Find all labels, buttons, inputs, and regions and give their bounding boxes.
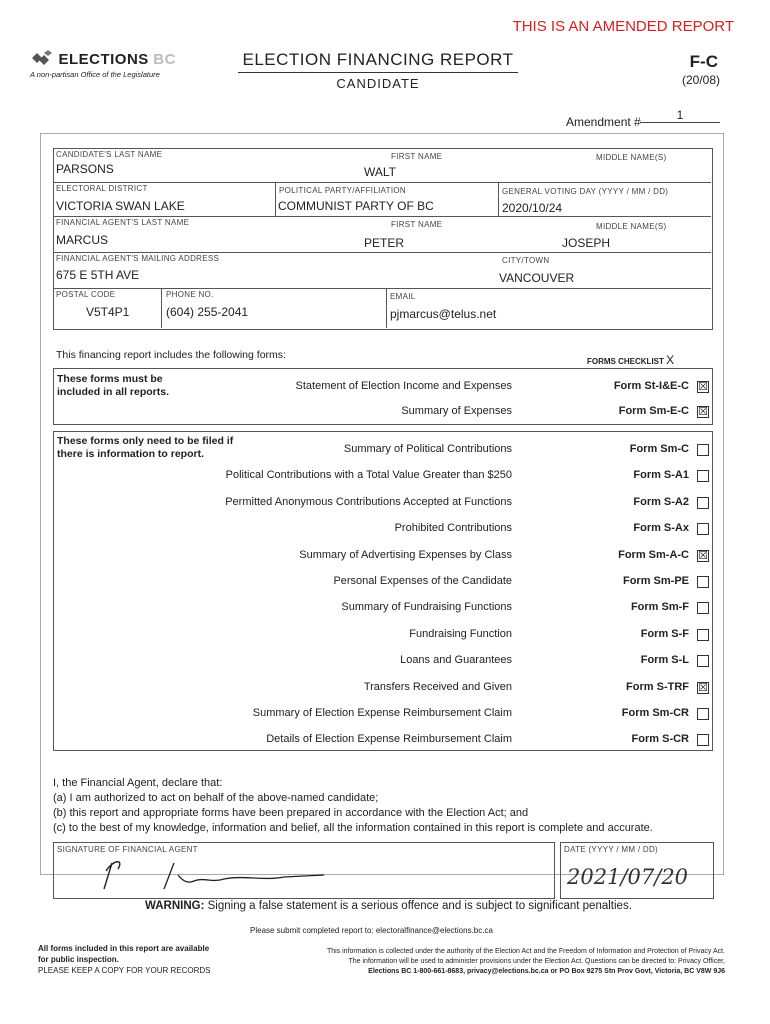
form-name: Fundraising Function bbox=[409, 627, 512, 640]
declaration-line-3: (b) this report and appropriate forms have been prepared in accordance with the Election Act; and bbox=[53, 807, 529, 819]
declaration bbox=[53, 776, 653, 836]
declaration-line-4: (c) to the best of my knowledge, information and belief, all the information contained in this report is complete and accurate. bbox=[53, 822, 653, 834]
agent-first-name-label: FIRST NAME bbox=[391, 220, 443, 229]
form-name: Prohibited Contributions bbox=[394, 522, 512, 535]
date-value: 2021/07/20 bbox=[567, 865, 689, 889]
form-code-label: Form Sm-C bbox=[629, 443, 689, 455]
signature-field[interactable] bbox=[53, 842, 555, 899]
form-code-label: Form Sm-E-C bbox=[618, 405, 689, 417]
form-name: Summary of Advertising Expenses by Class bbox=[299, 548, 512, 561]
form-name: Statement of Election Income and Expenses bbox=[295, 380, 512, 392]
warning-text: Signing a false statement is a serious offence and is subject to significant penalties. bbox=[207, 900, 632, 912]
required-forms-box bbox=[53, 368, 713, 425]
agent-middle-name[interactable]: JOSEPH bbox=[562, 236, 611, 250]
form-checkbox[interactable] bbox=[697, 497, 709, 509]
form-checkbox[interactable] bbox=[697, 734, 709, 746]
form-checkbox[interactable]: ☒ bbox=[698, 549, 708, 562]
form-row bbox=[54, 573, 712, 593]
date-label: DATE (YYYY / MM / DD) bbox=[564, 845, 659, 854]
form-code-label: Form S-A2 bbox=[633, 495, 689, 508]
form-checkbox[interactable]: ☒ bbox=[698, 406, 708, 418]
form-code-label: Form S-A1 bbox=[633, 469, 689, 482]
form-checkbox[interactable] bbox=[697, 470, 709, 482]
form-checkbox[interactable] bbox=[697, 708, 709, 720]
form-checkbox[interactable]: ☒ bbox=[698, 681, 708, 694]
form-name: Summary of Political Contributions bbox=[343, 443, 512, 455]
date-field[interactable] bbox=[560, 842, 714, 899]
form-row bbox=[54, 731, 712, 751]
checklist-label-text: FORMS CHECKLIST bbox=[587, 357, 664, 366]
form-row bbox=[54, 494, 712, 514]
submit-instruction: Please submit completed report to: electoralfinance@elections.bc.ca bbox=[250, 926, 493, 935]
postal-code[interactable]: V5T4P1 bbox=[86, 305, 130, 319]
form-row bbox=[54, 626, 712, 646]
postal-code-label: POSTAL CODE bbox=[56, 290, 116, 299]
form-row bbox=[54, 679, 712, 699]
phone-label: PHONE NO. bbox=[166, 290, 214, 299]
privacy-line-1: This information is collected under the authority of the Election Act and the Freedom of Information and Protection of Privacy Act. bbox=[326, 948, 725, 955]
logo-tagline: A non-partisan Office of the Legislature bbox=[30, 70, 160, 79]
email[interactable]: pjmarcus@telus.net bbox=[390, 307, 497, 321]
agent-city-label: CITY/TOWN bbox=[502, 256, 550, 265]
form-row bbox=[54, 652, 712, 672]
forms-checklist-label bbox=[587, 353, 674, 367]
public-inspection-note bbox=[38, 943, 211, 976]
agent-first-name[interactable]: PETER bbox=[364, 236, 405, 250]
form-checkbox[interactable] bbox=[697, 523, 709, 535]
form-code-label: Form Sm-CR bbox=[621, 707, 689, 719]
form-checkbox[interactable]: ☒ bbox=[698, 381, 708, 393]
form-code-label: Form Sm-F bbox=[630, 601, 689, 614]
form-row bbox=[54, 599, 712, 619]
form-checkbox[interactable] bbox=[697, 602, 709, 614]
form-name: Permitted Anonymous Contributions Accepted at Functions bbox=[225, 495, 512, 508]
keep-copy-note: PLEASE KEEP A COPY FOR YOUR RECORDS bbox=[38, 966, 211, 975]
privacy-line-3: Elections BC 1-800-661-8683, privacy@elections.bc.ca or PO Box 9275 Stn Prov Govt, Victoria, BC V8W 9J6 bbox=[368, 968, 725, 975]
agent-city[interactable]: VANCOUVER bbox=[499, 271, 575, 285]
form-name: Summary of Election Expense Reimbursement Claim bbox=[252, 707, 512, 719]
form-checkbox[interactable] bbox=[697, 444, 709, 456]
elections-bc-logo bbox=[30, 50, 176, 79]
phone-number[interactable]: (604) 255-2041 bbox=[166, 305, 249, 319]
amended-notice: THIS IS AN AMENDED REPORT bbox=[512, 18, 734, 35]
logo-suffix: BC bbox=[153, 51, 176, 69]
form-row bbox=[54, 705, 712, 725]
privacy-line-2: The information will be used to administer provisions under the Election Act. Questions can be directed to: Privacy Officer, bbox=[348, 958, 725, 965]
logo-icon bbox=[30, 50, 54, 70]
form-code-label: Form Sm-PE bbox=[622, 575, 689, 587]
candidate-last-name[interactable]: PARSONS bbox=[56, 162, 114, 176]
form-code-label: Form S-CR bbox=[631, 733, 689, 746]
warning-label: WARNING: bbox=[145, 900, 205, 912]
form-checkbox[interactable] bbox=[697, 629, 709, 641]
form-checkbox[interactable] bbox=[697, 655, 709, 667]
agent-address-label: FINANCIAL AGENT'S MAILING ADDRESS bbox=[56, 254, 220, 263]
form-name: Personal Expenses of the Candidate bbox=[333, 575, 512, 587]
form-date: (20/08) bbox=[681, 73, 720, 87]
agent-middle-name-label: MIDDLE NAME(S) bbox=[596, 222, 667, 231]
form-name: Summary of Expenses bbox=[401, 405, 512, 417]
optional-forms-box bbox=[53, 431, 713, 751]
electoral-district[interactable]: VICTORIA SWAN LAKE bbox=[56, 199, 185, 213]
declaration-line-1: I, the Financial Agent, declare that: bbox=[53, 777, 223, 789]
signature-drawing bbox=[94, 853, 354, 895]
form-code-label: Form Sm-A-C bbox=[618, 548, 689, 561]
declaration-line-2: (a) I am authorized to act on behalf of the above-named candidate; bbox=[53, 792, 379, 804]
form-code-label: Form S-L bbox=[640, 654, 689, 667]
voting-day[interactable]: 2020/10/24 bbox=[502, 201, 563, 215]
amendment-number[interactable]: 1 bbox=[640, 108, 720, 123]
agent-last-name[interactable]: MARCUS bbox=[56, 233, 109, 247]
form-checkbox[interactable] bbox=[697, 576, 709, 588]
form-code: F-C bbox=[689, 52, 718, 71]
email-label: EMAIL bbox=[390, 292, 416, 301]
logo-name: ELECTIONS bbox=[58, 51, 149, 69]
candidate-last-name-label: CANDIDATE'S LAST NAME bbox=[56, 150, 163, 159]
checklist-mark: X bbox=[666, 353, 675, 367]
privacy-note bbox=[235, 947, 725, 977]
forms-intro: This financing report includes the following forms: bbox=[56, 349, 286, 361]
voting-day-label: GENERAL VOTING DAY (YYYY / MM / DD) bbox=[502, 187, 669, 196]
form-row bbox=[54, 547, 712, 567]
form-row bbox=[54, 403, 712, 423]
public-note-2: for public inspection. bbox=[38, 955, 119, 964]
form-name: Loans and Guarantees bbox=[400, 654, 512, 667]
form-row bbox=[54, 520, 712, 540]
form-row bbox=[54, 378, 712, 398]
form-name: Political Contributions with a Total Value Greater than $250 bbox=[225, 469, 512, 482]
form-code-label: Form S-F bbox=[640, 627, 689, 640]
form-code-label: Form S-Ax bbox=[633, 522, 689, 535]
form-row bbox=[54, 467, 712, 487]
report-subtitle: CANDIDATE bbox=[336, 76, 420, 91]
public-note-1: All forms included in this report are available bbox=[38, 944, 210, 953]
form-name: Transfers Received and Given bbox=[363, 680, 512, 693]
party-label: POLITICAL PARTY/AFFILIATION bbox=[279, 186, 406, 195]
optional-forms-heading: These forms only need to be filed if there is information to report. bbox=[57, 435, 234, 460]
form-row bbox=[54, 441, 712, 461]
amendment-label: Amendment # bbox=[566, 115, 641, 129]
warning bbox=[145, 900, 632, 912]
form-code-label: Form S-TRF bbox=[626, 680, 689, 693]
required-forms-heading: These forms must be included in all reports. bbox=[57, 373, 170, 398]
district-label: ELECTORAL DISTRICT bbox=[56, 184, 148, 193]
candidate-middle-name-label: MIDDLE NAME(S) bbox=[596, 153, 667, 162]
agent-address[interactable]: 675 E 5TH AVE bbox=[56, 268, 140, 282]
candidate-first-name-label: FIRST NAME bbox=[391, 152, 443, 161]
signature-label: SIGNATURE OF FINANCIAL AGENT bbox=[57, 845, 198, 854]
report-title: ELECTION FINANCING REPORT bbox=[238, 50, 518, 73]
agent-last-name-label: FINANCIAL AGENT'S LAST NAME bbox=[56, 218, 190, 227]
political-party[interactable]: COMMUNIST PARTY OF BC bbox=[278, 199, 434, 213]
form-code-label: Form St-I&E-C bbox=[613, 380, 689, 392]
form-name: Details of Election Expense Reimbursement Claim bbox=[266, 733, 512, 746]
form-name: Summary of Fundraising Functions bbox=[341, 601, 512, 614]
candidate-first-name[interactable]: WALT bbox=[364, 165, 396, 179]
